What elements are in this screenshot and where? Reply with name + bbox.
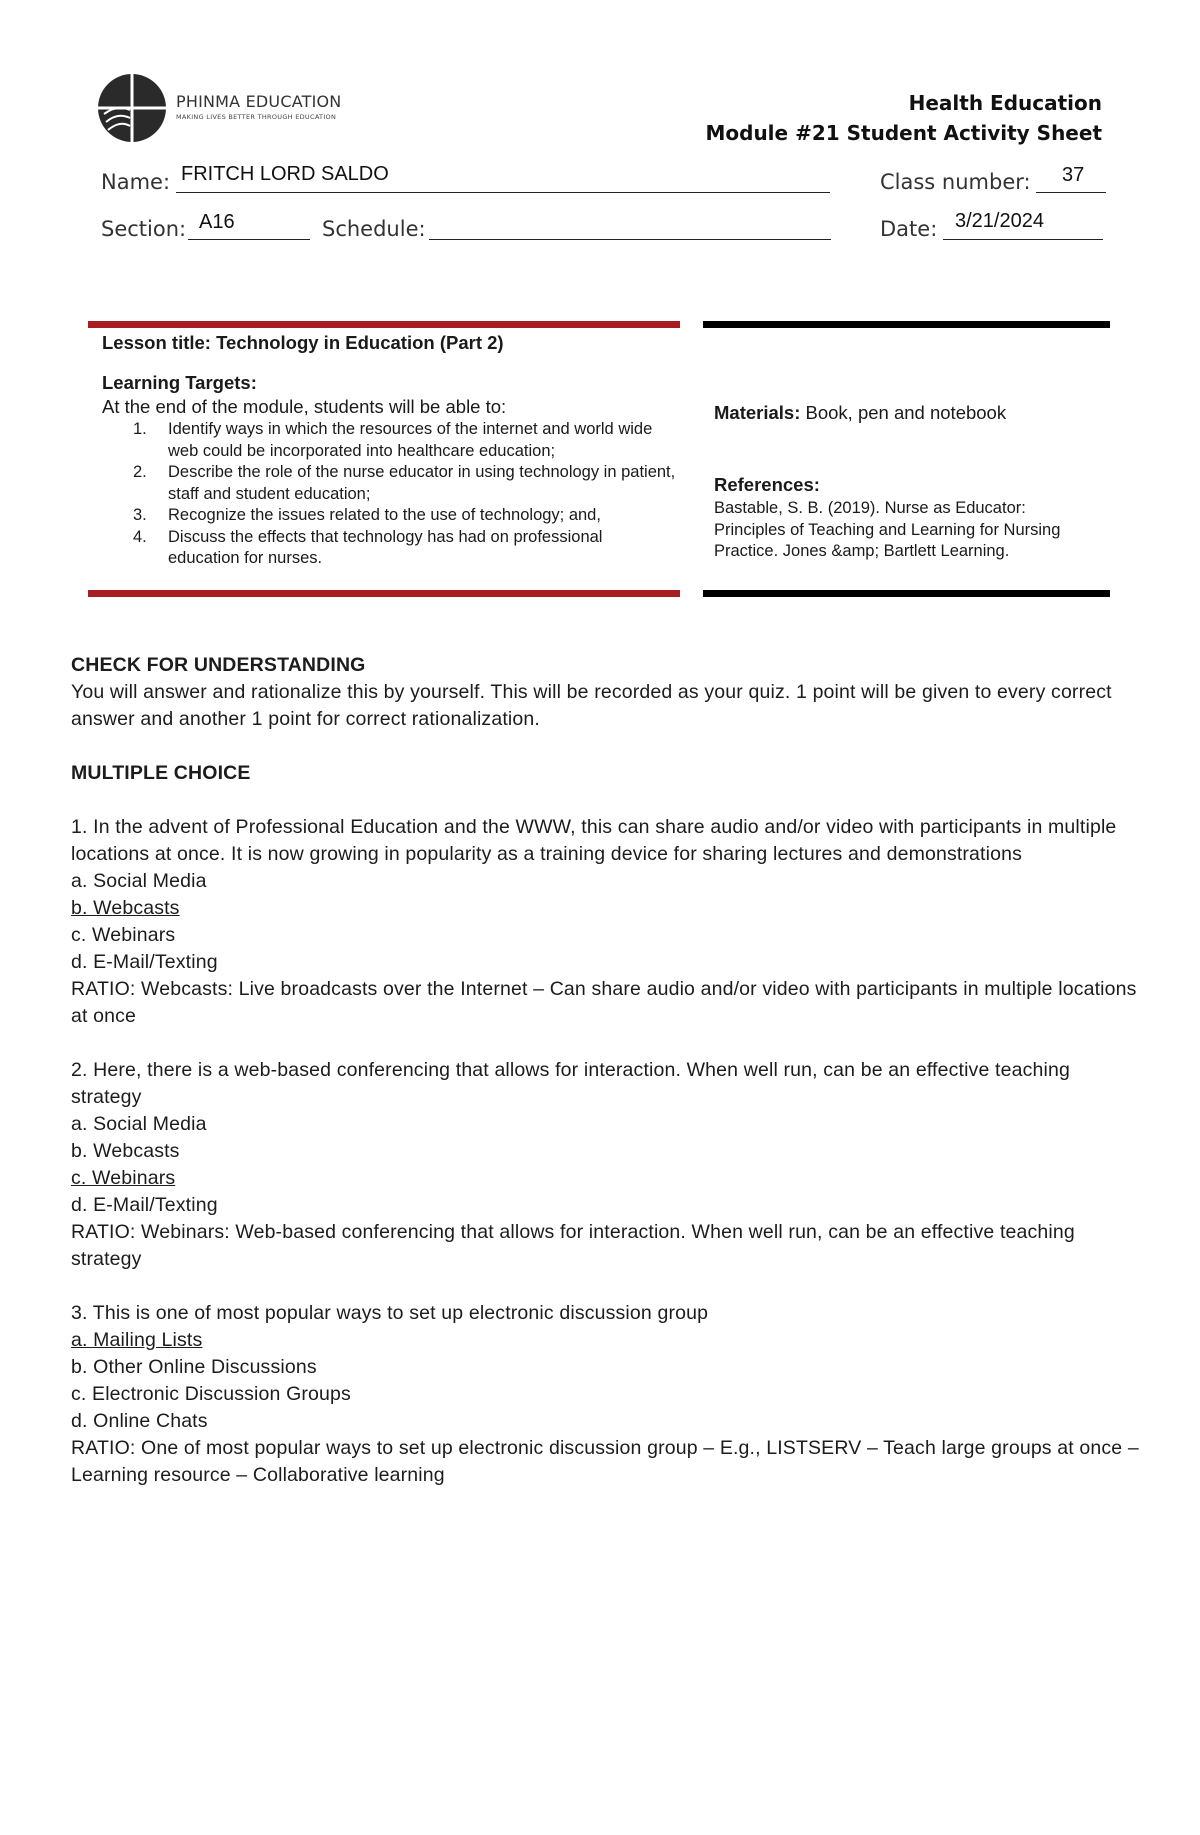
learning-target	[133, 419, 678, 462]
references-text: Bastable, S. B. (2019). Nurse as Educator: Principles of Teaching and Learning for Nursing Practice. Jones &amp; Bartlett Learning.	[714, 499, 1061, 560]
brand-name: PHINMA EDUCATION	[176, 92, 342, 111]
document-heading	[705, 88, 1102, 148]
sheet-title: Module #21 Student Activity Sheet	[705, 121, 1102, 145]
option-c: c. Webinars	[71, 924, 176, 946]
class-number-line	[1036, 192, 1106, 193]
question-2	[71, 1057, 1141, 1273]
target-text: Describe the role of the nurse educator in using technology in patient, staff and student education;	[168, 463, 676, 503]
learning-targets-heading: Learning Targets:	[102, 372, 257, 393]
rationale: RATIO: Webinars: Web-based conferencing that allows for interaction. When well run, can be an effective teaching strategy	[71, 1221, 1075, 1270]
brand-block	[176, 92, 341, 121]
learning-target	[133, 505, 678, 527]
date-value: 3/21/2024	[955, 210, 1044, 232]
option-a: a. Social Media	[71, 870, 207, 892]
subject-title: Health Education	[908, 91, 1102, 115]
target-number: 3.	[133, 506, 147, 524]
name-label: Name:	[101, 170, 171, 194]
phinma-logo-icon	[96, 72, 168, 144]
materials	[714, 402, 1006, 424]
lesson-title-text: Technology in Education (Part 2)	[216, 332, 504, 353]
lesson-panel-top-rule	[88, 321, 680, 328]
schedule-label: Schedule:	[322, 217, 426, 241]
materials-label: Materials:	[714, 402, 801, 423]
date-line	[943, 239, 1103, 240]
option-c-selected-answer: c. Webinars	[71, 1167, 176, 1189]
option-d: d. Online Chats	[71, 1410, 208, 1432]
option-a: a. Social Media	[71, 1113, 207, 1135]
learning-targets-list	[133, 419, 678, 570]
multiple-choice-heading: MULTIPLE CHOICE	[71, 762, 251, 784]
lesson-title	[102, 332, 504, 354]
question-1	[71, 814, 1141, 1030]
quiz-content	[71, 652, 1141, 1489]
option-b: b. Other Online Discussions	[71, 1356, 317, 1378]
question-text-continued: strategy	[71, 1086, 142, 1108]
target-number: 1.	[133, 420, 147, 438]
materials-panel-bottom-rule	[703, 590, 1110, 597]
section-label: Section:	[101, 217, 187, 241]
learning-target	[133, 527, 678, 570]
check-instructions: You will answer and rationalize this by yourself. This will be recorded as your quiz. 1 point will be given to every correct answer and another 1 point for correct rationalization.	[71, 681, 1112, 730]
target-text: Discuss the effects that technology has had on professional education for nurses.	[168, 527, 603, 567]
option-b-selected-answer: b. Webcasts	[71, 897, 180, 919]
class-number-value: 37	[1062, 164, 1085, 186]
rationale: RATIO: One of most popular ways to set up electronic discussion group – E.g., LISTSERV – Teach large groups at once – Learning resource – Collaborative learning	[71, 1437, 1139, 1486]
option-c: c. Electronic Discussion Groups	[71, 1383, 351, 1405]
target-number: 4.	[133, 527, 147, 546]
section-value: A16	[199, 211, 235, 233]
name-line	[176, 192, 830, 193]
target-number: 2.	[133, 463, 147, 481]
name-value: FRITCH LORD SALDO	[181, 163, 389, 185]
question-text: 1. In the advent of Professional Education and the WWW, this can share audio and/or video with participants in multiple locations at once. It is now growing in popularity as a training device for sharing lectures and demonstrations	[71, 816, 1117, 865]
materials-panel-top-rule	[703, 321, 1110, 328]
check-heading: CHECK FOR UNDERSTANDING	[71, 654, 366, 676]
lesson-panel-bottom-rule	[88, 590, 680, 597]
schedule-line	[429, 239, 831, 240]
section-line	[188, 239, 310, 240]
materials-text: Book, pen and notebook	[805, 402, 1007, 423]
learning-targets-intro: At the end of the module, students will be able to:	[102, 396, 507, 417]
question-text: 3. This is one of most popular ways to set up electronic discussion group	[71, 1302, 709, 1324]
references-heading: References:	[714, 474, 820, 495]
option-d: d. E-Mail/Texting	[71, 1194, 218, 1216]
option-a-selected-answer: a. Mailing Lists	[71, 1329, 203, 1351]
learning-target	[133, 462, 678, 505]
option-d: d. E-Mail/Texting	[71, 951, 218, 973]
lesson-title-label: Lesson title:	[102, 332, 211, 353]
brand-tagline: MAKING LIVES BETTER THROUGH EDUCATION	[176, 113, 337, 121]
question-3	[71, 1300, 1141, 1489]
class-number-label: Class number:	[880, 170, 1031, 194]
rationale: RATIO: Webcasts: Live broadcasts over the Internet – Can share audio and/or video with participants in multiple locations at once	[71, 978, 1137, 1027]
question-text: 2. Here, there is a web-based conferencing that allows for interaction. When well run, can be an effective teaching	[71, 1059, 1070, 1081]
target-text: Recognize the issues related to the use of technology; and,	[168, 506, 601, 524]
option-b: b. Webcasts	[71, 1140, 180, 1162]
date-label: Date:	[880, 217, 938, 241]
target-text: Identify ways in which the resources of the internet and world wide web could be incorporated into healthcare education;	[168, 420, 653, 460]
